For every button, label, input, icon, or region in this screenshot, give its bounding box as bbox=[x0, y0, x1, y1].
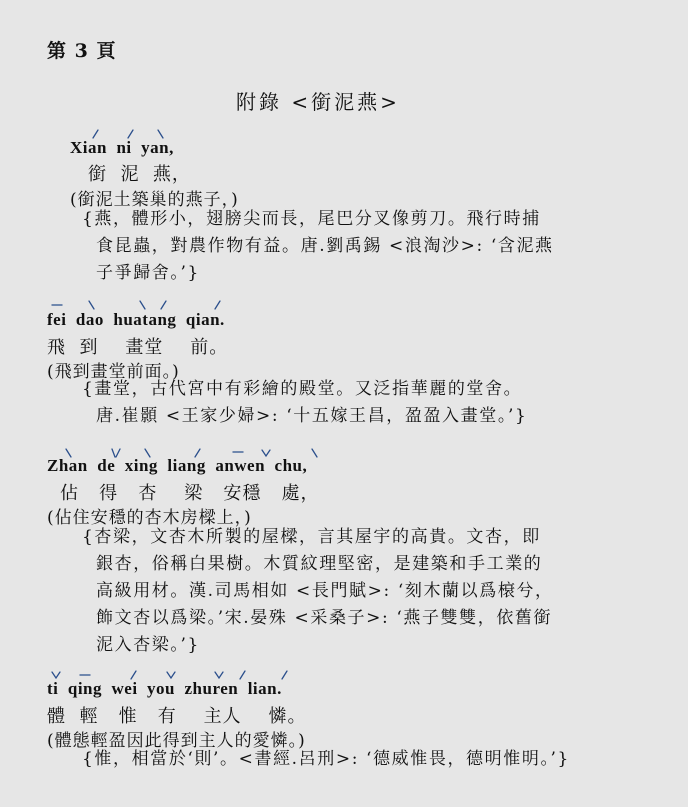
pinyin-line: Zhan de xing liang anwen chu, bbox=[47, 456, 308, 475]
translation-line: (飛到畫堂前面。) bbox=[47, 362, 180, 382]
verse-line: 銜 泥 燕， bbox=[88, 164, 191, 185]
pinyin-line: fei dao huatang qian. bbox=[47, 310, 225, 329]
annotation-note: {杏梁，文杏木所製的屋樑，言其屋宇的高貴。文杏，即 銀杏，俗稱白果樹。木質紋理堅密，是建築和手工業的 高級用材。漢.司馬相如 <長門賦>: ‘刻木蘭以爲榱兮， 飾文杏以爲梁。’宋.晏殊 <采桑子>: ‘燕子雙雙，依舊銜 泥入杏梁。’} bbox=[82, 527, 554, 655]
annotation-note: {惟，相當於‘則’。<書經.呂刑>: ‘德威惟畏，德明惟明。’} bbox=[82, 749, 570, 769]
pinyin-line: Xian ni yan, bbox=[70, 138, 174, 157]
document-title: 附錄 <銜泥燕> bbox=[236, 90, 400, 114]
verse-line: 佔 得 杏 梁 安穩 處， bbox=[60, 483, 320, 504]
page-label: 第 3 頁 bbox=[47, 40, 117, 62]
translation-line: (佔住安穩的杏木房樑上，) bbox=[47, 508, 252, 528]
translation-line: (銜泥土築巢的燕子，) bbox=[70, 190, 239, 210]
verse-line: 體 輕 惟 有 主人 憐。 bbox=[47, 706, 307, 727]
annotation-note: {畫堂，古代宮中有彩繪的殿堂。又泛指華麗的堂舍。 唐.崔顥 <王家少婦>: ‘十五嫁王昌，盈盈入畫堂。’} bbox=[82, 379, 528, 426]
pinyin-line: ti qing wei you zhuren lian. bbox=[47, 679, 282, 698]
translation-line: (體態輕盈因此得到主人的愛憐。) bbox=[47, 731, 306, 751]
verse-line: 飛 到 畫堂 前。 bbox=[47, 337, 229, 358]
annotation-note: {燕，體形小，翅膀尖而長，尾巴分叉像剪刀。飛行時捕 食昆蟲，對農作物有益。唐.劉禹錫 <浪淘沙>: ‘含泥燕 子爭歸舍。’} bbox=[82, 209, 554, 283]
